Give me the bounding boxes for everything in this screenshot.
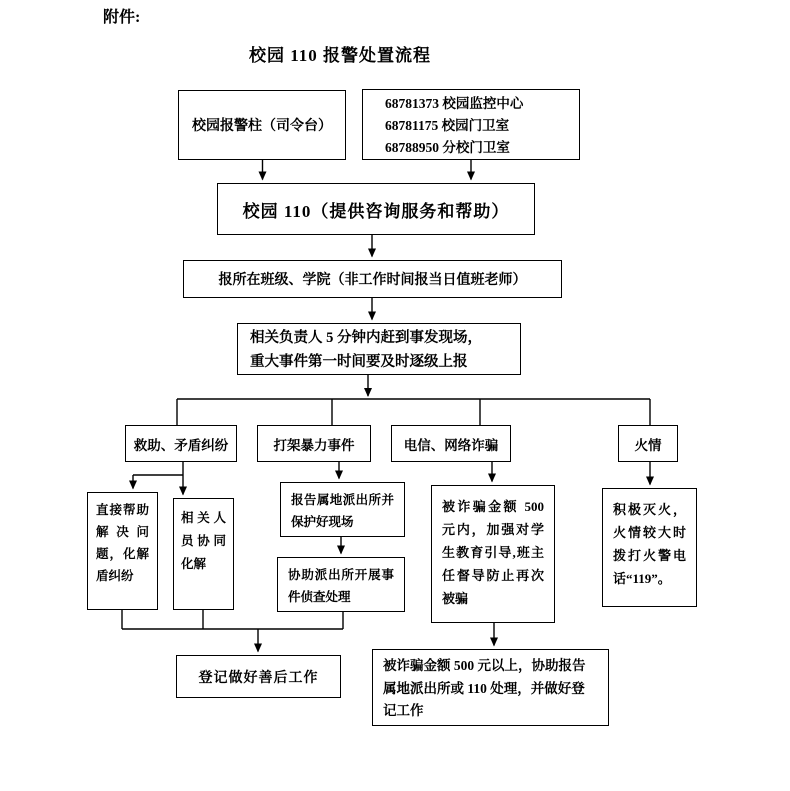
node-direct-help: 直接帮助解决问题，化解盾纠纷 [87, 492, 158, 610]
node-register-aftermath: 登记做好善后工作 [176, 655, 341, 698]
node-report-class: 报所在班级、学院（非工作时间报当日值班老师） [183, 260, 562, 298]
node-campus-110: 校园 110（提供咨询服务和帮助） [217, 183, 535, 235]
node-category-rescue: 救助、矛盾纠纷 [125, 425, 237, 462]
node-fraud-under-500: 被诈骗金额 500 元内，加强对学生教育引导,班主任督导防止再次被骗 [431, 485, 555, 623]
node-category-fire: 火情 [618, 425, 678, 462]
node-alarm-column: 校园报警柱（司令台） [178, 90, 346, 160]
node-coordinate-resolve: 相关人员协同化解 [173, 498, 234, 610]
node-fire-response: 积极灭火，火情较大时拨打火警电话“119”。 [602, 488, 697, 607]
contact-line: 68781373 校园监控中心 [385, 96, 524, 111]
flow-title: 校园 110 报警处置流程 [249, 46, 432, 65]
node-category-fight: 打架暴力事件 [257, 425, 371, 462]
attachment-label: 附件: [103, 9, 141, 26]
node-assist-investigation: 协助派出所开展事件侦查处理 [277, 557, 405, 612]
node-report-police: 报告属地派出所并保护好现场 [280, 482, 405, 537]
responsible-line-2: 重大事件第一时间要及时逐级上报 [250, 354, 468, 370]
node-contact-numbers [362, 89, 580, 160]
node-responsible-5min [237, 323, 521, 375]
node-category-fraud: 电信、网络诈骗 [391, 425, 511, 462]
responsible-line-1: 相关负责人 5 分钟内赶到事发现场， [250, 330, 482, 346]
node-fraud-over-500: 被诈骗金额 500 元以上，协助报告属地派出所或 110 处理，并做好登记工作 [372, 649, 609, 726]
contact-line: 68781175 校园门卫室 [385, 118, 510, 133]
contact-line: 68788950 分校门卫室 [385, 140, 510, 155]
